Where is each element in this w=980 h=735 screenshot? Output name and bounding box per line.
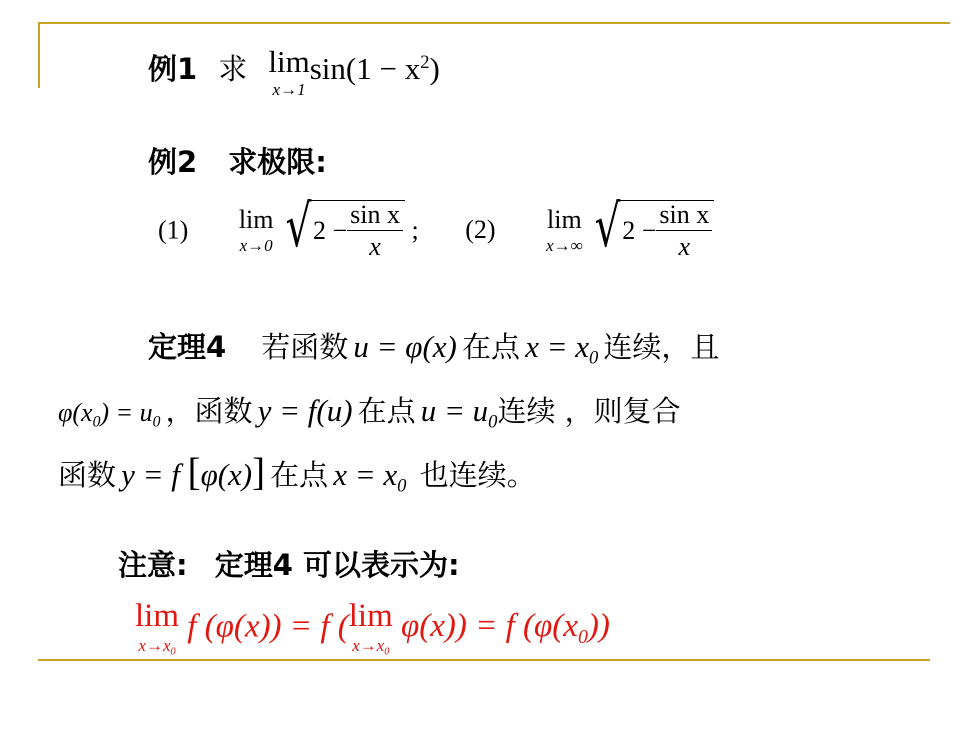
theorem-line-1 xyxy=(148,325,719,370)
note-label: 注意: xyxy=(118,548,188,582)
theorem-text: 也连续。 xyxy=(419,458,536,492)
fraction-denominator: x xyxy=(369,232,381,262)
theorem-text: 在点 xyxy=(461,330,520,364)
part2-sqrt xyxy=(589,192,714,262)
part-separator: ; xyxy=(411,215,419,245)
example1-label: 例1 xyxy=(148,52,198,87)
lim-subscript: x→0 xyxy=(239,235,273,255)
example1-expr: sin(1 − x xyxy=(309,51,421,87)
theorem-text: 在点 xyxy=(270,458,329,492)
lim-word: lim xyxy=(547,204,582,234)
lim-subscript: $x\to x_0$ xyxy=(138,636,176,658)
theorem-math: $x = x_0$ xyxy=(525,329,599,369)
example1-power: 2 xyxy=(420,51,430,73)
formula-lim-2 xyxy=(349,600,393,658)
lim-subscript: $x\to x_0$ xyxy=(352,636,390,658)
example1-close: ) xyxy=(429,51,440,87)
note-formula xyxy=(135,600,610,658)
part2-lim xyxy=(546,204,583,255)
theorem-math: y = f(u) xyxy=(257,393,353,428)
lim-word: lim xyxy=(135,598,180,634)
theorem-math: $\varphi(x_0) = u_0$ xyxy=(58,398,161,431)
example1-formula xyxy=(268,44,440,99)
example2-parts xyxy=(158,192,714,262)
part2-fraction xyxy=(656,201,712,261)
theorem-text: 在点 xyxy=(357,394,416,428)
part1-sqrt xyxy=(280,192,405,262)
example1-line xyxy=(148,46,440,98)
top-rule xyxy=(38,22,950,24)
theorem-line-3 xyxy=(58,450,536,498)
lim-word: lim xyxy=(268,44,310,79)
theorem-line-2 xyxy=(58,389,681,434)
two-minus: 2 − xyxy=(622,215,657,245)
bottom-rule xyxy=(38,659,930,661)
left-rule xyxy=(38,22,40,88)
radical-sign: √ xyxy=(285,192,312,260)
theorem-math: u = φ(x) xyxy=(353,329,457,364)
theorem-math: $x = x_0$ xyxy=(333,457,407,497)
theorem-text: 函数 xyxy=(58,458,117,492)
theorem-text: 连续，且 xyxy=(603,330,720,364)
theorem-math: $u = u_0$ xyxy=(420,393,498,433)
example2-line xyxy=(148,140,327,181)
theorem-text: 连续 ，则复合 xyxy=(497,394,681,428)
formula-part: φ(x)) = f $(\varphi(x_0))$ xyxy=(401,608,610,649)
example1-verb: 求 xyxy=(218,52,248,87)
note-line xyxy=(118,543,460,584)
part2-number: (2) xyxy=(465,215,496,245)
part1-lim xyxy=(238,204,274,255)
lim-word: lim xyxy=(348,598,393,634)
theorem-math: y = f [φ(x)] xyxy=(121,451,266,494)
example2-label: 例2 xyxy=(148,145,198,179)
theorem-text: 若函数 xyxy=(261,330,349,364)
fraction-denominator: x xyxy=(678,232,691,262)
part1-fraction xyxy=(347,201,403,261)
two-minus: 2 − xyxy=(312,215,348,245)
lim-subscript: x→1 xyxy=(272,80,306,99)
radical-sign: √ xyxy=(594,192,621,260)
example1-lim xyxy=(268,46,309,98)
theorem-text: ，函数 xyxy=(165,394,253,428)
theorem-label: 定理4 xyxy=(148,330,227,364)
lim-word: lim xyxy=(238,204,274,234)
part1-number: (1) xyxy=(158,215,189,245)
example2-prompt: 求极限: xyxy=(228,145,327,179)
formula-part: f (φ(x)) = f ( xyxy=(187,608,349,645)
fraction-numerator: sin x xyxy=(347,201,403,231)
lim-subscript: x→∞ xyxy=(546,235,583,255)
fraction-numerator: sin x xyxy=(656,201,712,231)
formula-lim-1 xyxy=(135,600,179,658)
note-text: 定理4 可以表示为: xyxy=(214,548,460,582)
